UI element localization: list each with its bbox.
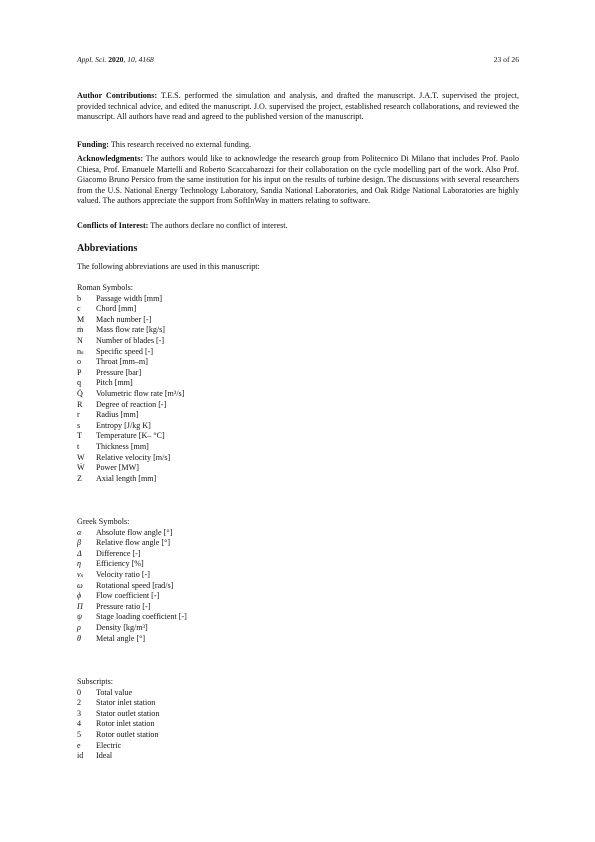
abbreviation-symbol: R <box>77 399 83 409</box>
abbreviation-row <box>77 431 377 442</box>
abbreviation-symbol: P <box>77 367 82 377</box>
abbreviation-row <box>77 741 377 752</box>
abbreviation-definition: Stator outlet station <box>96 708 160 718</box>
abbreviation-row <box>77 474 377 485</box>
abbreviation-definition: Volumetric flow rate [m³/s] <box>96 388 185 398</box>
abbreviation-symbol: c <box>77 304 81 314</box>
abbreviation-definition: Efficiency [%] <box>96 559 144 569</box>
abbreviation-symbol: id <box>77 751 84 761</box>
abbreviation-symbol: b <box>77 293 82 303</box>
abbreviation-definition: Rotor inlet station <box>96 719 155 729</box>
abbreviation-symbol: o <box>77 357 82 367</box>
abbreviation-symbol: e <box>77 740 81 750</box>
abbreviation-definition: Number of blades [-] <box>96 335 165 345</box>
abbreviation-row <box>77 400 377 411</box>
abbreviation-symbol: 5 <box>77 729 82 739</box>
abbreviation-row <box>77 602 377 613</box>
abbreviation-definition: Rotational speed [rad/s] <box>96 580 174 590</box>
abbreviation-symbol: ϕ <box>77 591 82 601</box>
abbreviation-definition: Pressure [bar] <box>96 367 142 377</box>
abbreviation-definition: Flow coefficient [-] <box>96 591 160 601</box>
abbreviation-definition: Axial length [mm] <box>96 473 157 483</box>
abbreviation-definition: Total value <box>96 687 133 697</box>
abbreviation-row <box>77 538 377 549</box>
journal-name: Appl. Sci. <box>77 55 107 64</box>
abbreviation-definition: Power [MW] <box>96 463 139 473</box>
abbreviation-symbol: M <box>77 314 85 324</box>
abbreviation-symbol: s <box>77 420 81 430</box>
conflicts-text: The authors declare no conflict of interest. <box>148 221 288 230</box>
abbreviation-row <box>77 581 377 592</box>
abbreviation-symbol: ω <box>77 580 83 590</box>
abbreviation-row <box>77 688 377 699</box>
abbreviation-definition: Radius [mm] <box>96 410 139 420</box>
abbreviation-row <box>77 389 377 400</box>
abbreviation-definition: Thickness [mm] <box>96 441 149 451</box>
abbreviation-definition: Stage loading coefficient [-] <box>96 612 187 622</box>
abbreviation-definition: Difference [-] <box>96 548 141 558</box>
abbreviation-symbol: q <box>77 378 82 388</box>
abbreviation-symbol: β <box>77 538 82 548</box>
author-contributions <box>77 91 519 123</box>
abbreviation-row <box>77 719 377 730</box>
abbreviation-row <box>77 378 377 389</box>
abbreviation-definition: Throat [mm–m] <box>96 357 148 367</box>
abbreviation-row <box>77 549 377 560</box>
abbreviation-definition: Absolute flow angle [°] <box>96 527 173 537</box>
subscripts-title: Subscripts: <box>77 677 113 686</box>
abbreviation-definition: Pressure ratio [-] <box>96 601 151 611</box>
abbreviation-row <box>77 570 377 581</box>
abbreviation-row <box>77 612 377 623</box>
abbreviation-definition: Chord [mm] <box>96 304 137 314</box>
funding-text: This research received no external funding. <box>108 140 252 149</box>
abbreviation-row <box>77 368 377 379</box>
abbreviation-row <box>77 421 377 432</box>
abbreviation-row <box>77 623 377 634</box>
abbreviation-definition: Electric <box>96 740 122 750</box>
abbreviation-definition: Specific speed [-] <box>96 346 154 356</box>
abbreviation-definition: Temperature [K– °C] <box>96 431 165 441</box>
abbreviation-symbol: N <box>77 335 83 345</box>
abbreviation-row <box>77 751 377 762</box>
abbreviation-row <box>77 559 377 570</box>
abbreviation-symbol: Z <box>77 473 82 483</box>
abbreviation-symbol: ρ <box>77 622 81 632</box>
abbreviation-definition: Entropy [J/kg K] <box>96 420 151 430</box>
abbreviation-symbol: nₛ <box>77 346 84 356</box>
abbreviation-symbol: t <box>77 441 80 451</box>
abbreviations-heading: Abbreviations <box>77 243 138 254</box>
abbreviation-row <box>77 591 377 602</box>
abbreviation-row <box>77 357 377 368</box>
funding-label: Funding: <box>77 140 109 149</box>
abbreviation-definition: Passage width [mm] <box>96 293 163 303</box>
abbreviation-definition: Metal angle [°] <box>96 633 146 643</box>
abbreviation-row <box>77 325 377 336</box>
abbreviation-definition: Velocity ratio [-] <box>96 569 150 579</box>
abbreviation-row <box>77 634 377 645</box>
abbreviation-symbol: T <box>77 431 82 441</box>
abbreviation-row <box>77 453 377 464</box>
abbreviation-symbol: ṁ <box>77 325 84 335</box>
abbreviation-row <box>77 730 377 741</box>
author-contributions-label: Author Contributions: <box>77 91 158 100</box>
abbreviation-definition: Pitch [mm] <box>96 378 133 388</box>
abbreviation-symbol: 0 <box>77 687 82 697</box>
subscripts-list <box>77 677 377 762</box>
abbreviation-definition: Ideal <box>96 751 113 761</box>
author-contributions-text: T.E.S. performed the simulation and analysis, and drafted the manuscript. J.A.T. supervised the project, provided technical advice, and edited the manuscript. J.O. supervised the project, established research collaborations, and reviewed the manuscript. All authors have read and agreed to the published version of the manuscript. <box>77 91 519 122</box>
journal-volume: , 10, 4168 <box>123 55 154 64</box>
acknowledgments-text: The authors would like to acknowledge the research group from Politecnico Di Milano that includes Prof. Paolo Chiesa, Prof. Emanuele Martelli and Roberto Scaccabarozzi for their collaboration on the cycle modelling part of the work. Also Prof. Giacomo Bruno Persico from the same institution for his input on the results of turbine design. The discussions with several researchers from the U.S. National Energy Technology Laboratory, Sandia National Laboratories, and Oak Ridge National Laboratories are highly valued. The authors appreciate the support from SoftInWay in matters relating to software. <box>77 154 519 206</box>
page-number: 23 of 26 <box>493 55 519 64</box>
abbreviation-symbol: 4 <box>77 719 82 729</box>
abbreviation-row <box>77 709 377 720</box>
abbreviations-intro: The following abbreviations are used in this manuscript: <box>77 262 260 271</box>
abbreviation-row <box>77 528 377 539</box>
abbreviation-row <box>77 294 377 305</box>
greek-symbols-title: Greek Symbols: <box>77 517 130 526</box>
abbreviation-row <box>77 442 377 453</box>
conflicts-label: Conflicts of Interest: <box>77 221 149 230</box>
abbreviation-definition: Rotor outlet station <box>96 729 159 739</box>
abbreviation-definition: Relative velocity [m/s] <box>96 452 171 462</box>
abbreviation-definition: Density [kg/m³] <box>96 622 148 632</box>
abbreviation-symbol: 3 <box>77 708 82 718</box>
abbreviation-definition: Mass flow rate [kg/s] <box>96 325 166 335</box>
funding <box>77 140 519 151</box>
abbreviation-definition: Stator inlet station <box>96 698 156 708</box>
roman-symbols-list <box>77 283 377 484</box>
abbreviation-row <box>77 698 377 709</box>
abbreviation-row <box>77 410 377 421</box>
abbreviation-symbol: Δ <box>77 548 82 558</box>
abbreviation-symbol: 2 <box>77 698 82 708</box>
abbreviation-symbol: α <box>77 527 82 537</box>
abbreviation-definition: Degree of reaction [-] <box>96 399 167 409</box>
abbreviation-symbol: W <box>77 452 85 462</box>
abbreviation-symbol: ψ <box>77 612 83 622</box>
page-header <box>77 55 519 67</box>
abbreviation-symbol: Π <box>77 601 83 611</box>
abbreviation-row <box>77 336 377 347</box>
journal-year: 2020 <box>108 55 124 64</box>
greek-symbols-list <box>77 517 377 644</box>
abbreviation-symbol: r <box>77 410 80 420</box>
abbreviation-row <box>77 315 377 326</box>
abbreviation-symbol: Ẇ <box>77 463 85 473</box>
abbreviation-definition: Relative flow angle [°] <box>96 538 171 548</box>
journal-citation <box>77 55 154 64</box>
abbreviation-symbol: θ <box>77 633 81 643</box>
acknowledgments <box>77 154 519 207</box>
acknowledgments-label: Acknowledgments: <box>77 154 144 163</box>
abbreviation-row <box>77 347 377 358</box>
abbreviation-symbol: νₛ <box>77 569 84 579</box>
abbreviation-symbol: Q̇ <box>77 388 83 398</box>
abbreviation-row <box>77 463 377 474</box>
abbreviation-row <box>77 304 377 315</box>
roman-symbols-title: Roman Symbols: <box>77 283 133 292</box>
conflicts-of-interest <box>77 221 519 232</box>
abbreviation-definition: Mach number [-] <box>96 314 152 324</box>
abbreviation-symbol: η <box>77 559 82 569</box>
